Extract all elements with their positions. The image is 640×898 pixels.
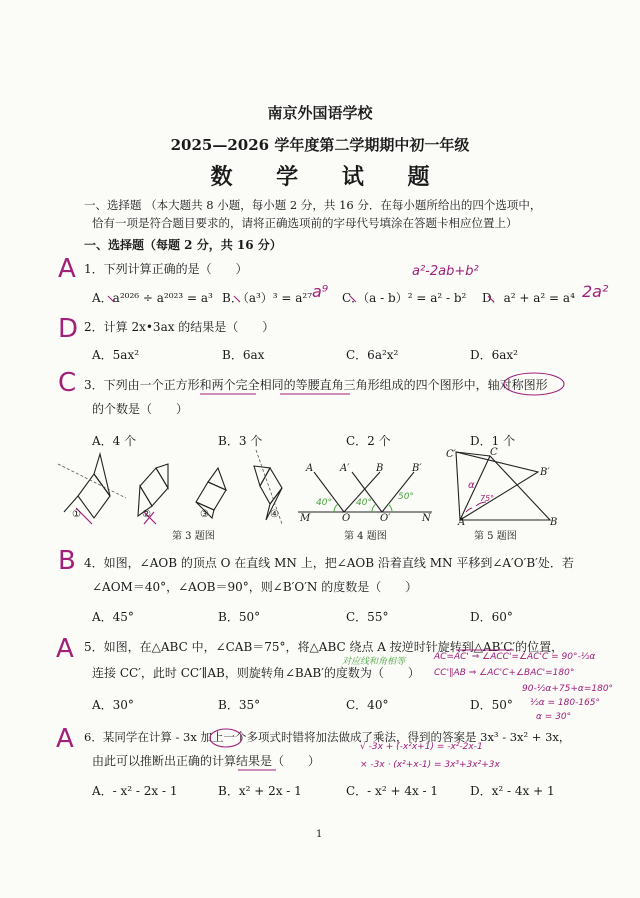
instructions-line1: 一、选择题 （本大题共 8 小题，每小题 2 分，共 16 分．在每小题所给出的四个选项中， — [84, 198, 542, 212]
answer-mark-q2: D — [58, 314, 79, 344]
fig4-label-O: O — [342, 513, 351, 524]
q5-note-1: AC=AC' ⇒ ∠ACC'=∠AC'C = 90°-½α — [434, 652, 596, 662]
fig4-label-A: A — [306, 463, 314, 474]
q5-option-d: D．50° — [470, 698, 513, 712]
year-line: 2025—2026 学年度第二学期期中初一年级 — [170, 136, 470, 154]
fig5-label-C: C — [490, 447, 498, 458]
fig4-note-40b: 40° — [356, 498, 372, 508]
answer-mark-q6: A — [56, 724, 74, 754]
q6-note-1: √ -3x + (-x²x+1) = -x²-2x-1 — [360, 742, 483, 752]
fig3-label-3: ③ — [200, 509, 209, 520]
instructions-line2: 恰有一项是符合题目要求的，请将正确选项前的字母代号填涂在答题卡相应位置上） — [92, 216, 518, 230]
page-title: 数 学 试 题 — [210, 164, 448, 190]
answer-mark-q4: B — [58, 546, 76, 576]
fig3-caption: 第 3 题图 — [172, 531, 215, 542]
q6-option-c: C．- x² + 4x - 1 — [346, 784, 439, 798]
q3-option-a: A．4 个 — [92, 434, 137, 448]
answer-mark-q3: C — [58, 368, 77, 398]
q3-stem: 3．下列由一个正方形和两个完全相同的等腰直角三角形组成的四个图形中，轴对称图形 — [84, 378, 548, 392]
fig4-label-A-prime: A′ — [340, 463, 350, 474]
fig5-label-B-prime: B′ — [540, 467, 550, 478]
q6-option-b: B．x² + 2x - 1 — [218, 784, 302, 798]
fig4-label-N: N — [422, 513, 431, 524]
q1-option-c: C．（a - b）² = a² - b² — [342, 291, 467, 305]
q5-note-2: CC'∥AB ⇒ ∠AC'C+∠BAC'=180° — [434, 668, 575, 678]
page-number: 1 — [316, 829, 323, 840]
q2-stem: 2．计算 2x•3ax 的结果是（ ） — [84, 320, 275, 334]
q4-option-a: A．45° — [92, 610, 134, 624]
fig4-note-50: 50° — [398, 492, 414, 502]
q5-stem: 5．如图，在△ABC 中，∠CAB＝75°，将△ABC 绕点 A 按逆时针旋转到△AB′C′的位置， — [84, 640, 564, 654]
fig4-label-O-prime: O′ — [380, 513, 391, 524]
q3-option-d: D．1 个 — [470, 434, 516, 448]
q3-option-b: B．3 个 — [218, 434, 263, 448]
fig3-label-4: ④ — [270, 509, 279, 520]
fig3-label-2: ② — [142, 509, 151, 520]
q1-note-b: a⁹ — [312, 282, 329, 301]
fig5-note-75: 75° — [480, 494, 495, 503]
q1-option-b: B．（a³）³ = a²⁷ — [222, 291, 313, 305]
q5-option-c: C．40° — [346, 698, 389, 712]
q4-option-c: C．55° — [346, 610, 389, 624]
q5-green-note: 对应线和角相等 — [342, 657, 406, 667]
section-title: 一、选择题（每题 2 分，共 16 分） — [84, 238, 282, 252]
fig4-label-B: B — [376, 463, 384, 474]
fig3-label-1: ① — [72, 509, 81, 520]
q6-option-d: D．x² - 4x + 1 — [470, 784, 555, 798]
q1-note-d: 2a² — [582, 282, 609, 301]
q5-option-a: A．30° — [92, 698, 134, 712]
q4-stem-2: ∠AOM＝40°，∠AOB＝90°，则∠B′O′N 的度数是（ ） — [92, 580, 418, 594]
q5-note-4: ½α = 180-165° — [530, 698, 601, 708]
q2-option-a: A．5ax² — [92, 348, 140, 362]
fig5-label-C-prime: C′ — [446, 449, 456, 460]
q1-option-d: D．a² + a² = a⁴ — [482, 291, 575, 305]
q4-option-b: B．50° — [218, 610, 261, 624]
answer-mark-q5: A — [56, 634, 74, 664]
q2-option-c: C．6a²x² — [346, 348, 399, 362]
fig4-label-B-prime: B′ — [412, 463, 422, 474]
answer-mark-q1: A — [58, 254, 76, 284]
q1-option-a: A．a²⁰²⁶ ÷ a²⁰²³ = a³ — [92, 291, 213, 305]
q2-option-d: D．6ax² — [470, 348, 518, 362]
q5-stem-2: 连接 CC′，此时 CC′∥AB，则旋转角∠BAB′的度数为（ ） — [92, 666, 420, 680]
q1-note-expansion: a²-2ab+b² — [412, 264, 479, 279]
fig4-note-40: 40° — [316, 498, 332, 508]
q4-stem: 4．如图，∠AOB 的顶点 O 在直线 MN 上，把∠AOB 沿着直线 MN 平移到∠A′O′B′处．若 — [84, 556, 574, 570]
fig5-caption: 第 5 题图 — [474, 531, 517, 542]
q2-option-b: B．6ax — [222, 348, 265, 362]
school-name: 南京外国语学校 — [267, 104, 373, 122]
q6-stem: 6．某同学在计算 - 3x 加上一个多项式时错将加法做成了乘法，得到的答案是 3x³ - 3x² + 3x， — [84, 730, 571, 744]
q6-note-2: × -3x · (x²+x-1) = 3x³+3x²+3x — [360, 760, 500, 770]
q5-note-5: α = 30° — [536, 712, 572, 722]
q5-option-b: B．35° — [218, 698, 261, 712]
fig5-label-A: A — [458, 517, 466, 528]
q6-stem-2: 由此可以推断出正确的计算结果是（ ） — [92, 754, 321, 768]
q4-option-d: D．60° — [470, 610, 513, 624]
q1-stem: 1．下列计算正确的是（ ） — [84, 262, 248, 276]
fig5-note-alpha: α — [468, 480, 475, 491]
q3-stem-2: 的个数是（ ） — [92, 402, 189, 416]
fig5-label-B: B — [550, 517, 558, 528]
q3-option-c: C．2 个 — [346, 434, 391, 448]
q6-option-a: A．- x² - 2x - 1 — [92, 784, 178, 798]
fig4-label-M: M — [300, 513, 311, 524]
fig4-caption: 第 4 题图 — [344, 531, 387, 542]
q5-note-3: 90-½α+75+α=180° — [522, 684, 614, 694]
